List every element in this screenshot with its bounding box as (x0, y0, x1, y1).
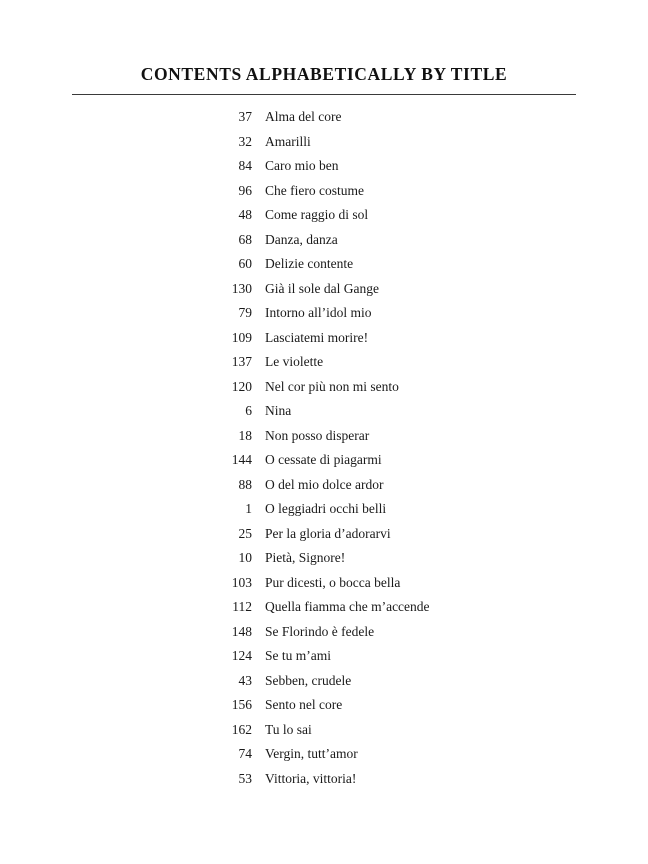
toc-song-title: Come raggio di sol (265, 207, 369, 222)
toc-song-title: Quella fiamma che m’accende (265, 599, 430, 614)
page-title: CONTENTS ALPHABETICALLY BY TITLE (140, 64, 508, 84)
toc-page-number: 68 (238, 231, 252, 247)
toc-entry (0, 571, 648, 596)
toc-page-number: 25 (238, 525, 252, 541)
toc-page-number: 88 (238, 476, 252, 492)
toc-page-number: 10 (238, 550, 252, 565)
toc-entry (0, 326, 648, 351)
toc-song-title: Già il sole dal Gange (265, 280, 379, 296)
toc-entry (0, 693, 648, 718)
toc-page-number: 103 (231, 574, 252, 590)
toc-song-title: Che fiero costume (265, 182, 364, 198)
toc-song-title: Danza, danza (265, 231, 338, 247)
toc-song-title: Le violette (265, 354, 324, 369)
toc-page-number: 79 (238, 305, 252, 320)
toc-page-number: 156 (231, 697, 252, 712)
toc-song-title: Lasciatemi morire! (265, 329, 369, 345)
toc-song-title: Per la gloria d’adorarvi (265, 525, 391, 541)
toc-page-number: 84 (238, 158, 252, 173)
toc-song-title: Pietà, Signore! (265, 550, 346, 565)
toc-song-title: Amarilli (265, 133, 311, 149)
toc-song-title: Nina (265, 403, 292, 418)
toc-page-number: 43 (238, 672, 252, 688)
toc-page-number: 112 (232, 599, 252, 614)
toc-song-title: Tu lo sai (265, 721, 312, 737)
toc-entry (0, 448, 648, 473)
toc-page-number: 1 (245, 501, 252, 516)
toc-entry (0, 473, 648, 498)
toc-entry (0, 375, 648, 400)
toc-entry (0, 399, 648, 424)
toc-page-number: 60 (238, 256, 252, 271)
toc-song-title: Pur dicesti, o bocca bella (265, 574, 401, 590)
toc-entry (0, 252, 648, 277)
toc-entry (0, 718, 648, 743)
toc-song-title: Sento nel core (265, 697, 343, 712)
toc-song-title: O del mio dolce ardor (265, 476, 384, 492)
toc-page-number: 109 (231, 329, 252, 345)
toc-song-title: O leggiadri occhi belli (265, 501, 387, 516)
toc-song-title: Alma del core (265, 109, 342, 124)
toc-song-title: Se tu m’ami (265, 648, 331, 663)
toc-entry (0, 350, 648, 375)
toc-song-title: Vergin, tutt’amor (265, 746, 358, 761)
toc-entry (0, 644, 648, 669)
toc-list (0, 105, 648, 791)
toc-entry (0, 522, 648, 547)
title-divider (72, 94, 576, 95)
toc-entry (0, 228, 648, 253)
toc-page-number: 120 (231, 378, 252, 394)
toc-entry (0, 130, 648, 155)
toc-entry (0, 154, 648, 179)
toc-entry (0, 424, 648, 449)
toc-page-number: 53 (238, 770, 252, 786)
toc-entry (0, 203, 648, 228)
toc-song-title: Non posso disperar (265, 427, 370, 443)
toc-page-number: 137 (231, 354, 252, 369)
toc-page-number: 32 (238, 133, 252, 149)
toc-song-title: Vittoria, vittoria! (265, 770, 357, 786)
toc-page-number: 162 (231, 721, 252, 737)
toc-entry (0, 546, 648, 571)
toc-page-number: 37 (238, 109, 252, 124)
toc-entry (0, 105, 648, 130)
toc-page-number: 124 (231, 648, 252, 663)
toc-song-title: Delizie contente (265, 256, 354, 271)
toc-song-title: O cessate di piagarmi (265, 452, 382, 467)
toc-entry (0, 277, 648, 302)
toc-page-number: 48 (238, 207, 252, 222)
toc-page-number: 148 (231, 623, 252, 639)
toc-page-number: 6 (245, 403, 252, 418)
toc-entry (0, 301, 648, 326)
toc-entry (0, 497, 648, 522)
toc-song-title: Nel cor più non mi sento (265, 378, 399, 394)
toc-page-number: 96 (238, 182, 252, 198)
toc-entry (0, 767, 648, 792)
toc-page-number: 18 (238, 427, 252, 443)
toc-song-title: Caro mio ben (265, 158, 339, 173)
toc-entry (0, 669, 648, 694)
toc-song-title: Intorno all’idol mio (265, 305, 372, 320)
toc-page-number: 130 (231, 280, 252, 296)
toc-entry (0, 620, 648, 645)
toc-song-title: Sebben, crudele (265, 672, 352, 688)
toc-page-number: 74 (238, 746, 252, 761)
toc-entry (0, 742, 648, 767)
toc-song-title: Se Florindo è fedele (265, 623, 375, 639)
toc-entry (0, 595, 648, 620)
toc-page-number: 144 (231, 452, 252, 467)
toc-entry (0, 179, 648, 204)
